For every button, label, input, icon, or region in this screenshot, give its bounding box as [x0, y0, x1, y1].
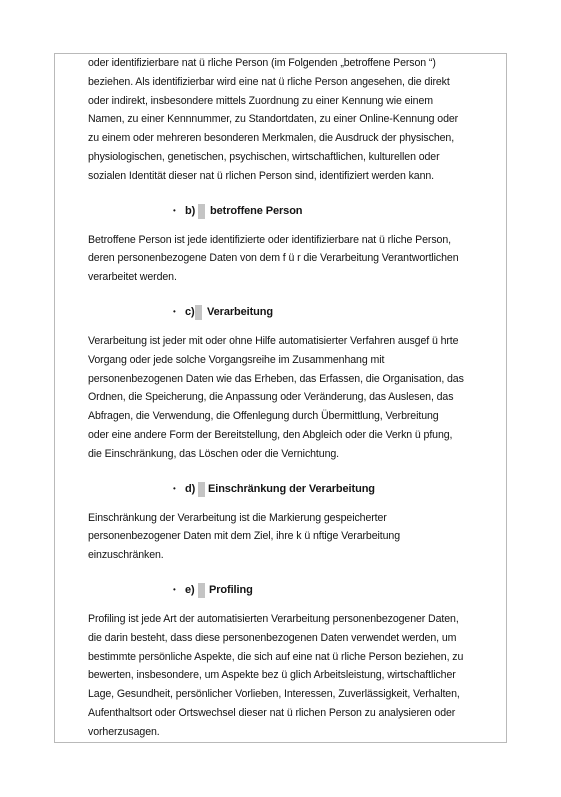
section-paragraph-d	[88, 509, 506, 565]
text-line: die Einschränkung, das Löschen oder die Vernichtung.	[88, 447, 339, 460]
text-line: oder indirekt, insbesondere mittels Zuordnung zu einer Kennung wie einem	[88, 94, 433, 107]
shading-mark	[198, 204, 205, 219]
text-line: Profiling ist jede Art der automatisierten Verarbeitung personenbezogener Daten,	[88, 612, 459, 625]
bullet-icon: •	[173, 584, 176, 594]
text-line: die darin besteht, dass diese personenbezogenen Daten verwendet werden, um	[88, 631, 457, 644]
text-line: Einschränkung der Verarbeitung ist die Markierung gespeicherter	[88, 511, 387, 524]
section-heading-e	[88, 581, 506, 599]
text-line: deren personenbezogene Daten von dem f ü r die Verarbeitung Verantwortlichen	[88, 252, 459, 265]
text-line: oder eine andere Form der Bereitstellung, den Abgleich oder die Verkn ü pfung,	[88, 428, 453, 441]
section-paragraph-b	[88, 231, 506, 287]
shading-mark	[198, 583, 205, 598]
text-line: Abfragen, die Verwendung, die Offenlegung durch Übermittlung, Verbreitung	[88, 410, 439, 423]
text-line: sozialen Identität dieser nat ü rlichen Person sind, identifiziert werden kann.	[88, 169, 435, 182]
section-letter: e)	[185, 583, 195, 596]
text-line: Ordnen, die Speicherung, die Anpassung oder Veränderung, das Auslesen, das	[88, 391, 454, 404]
text-line: Namen, zu einer Kennnummer, zu Standortdaten, zu einer Online-Kennung oder	[88, 113, 459, 126]
text-line: Lage, Gesundheit, persönlicher Vorlieben, Interessen, Zuverlässigkeit, Verhalten,	[88, 688, 460, 701]
text-line: Aufenthaltsort oder Ortswechsel dieser nat ü rlichen Person zu analysieren oder	[88, 706, 456, 719]
section-letter: b)	[185, 204, 196, 217]
section-letter: d)	[185, 482, 196, 495]
bullet-icon: •	[173, 306, 176, 316]
section-heading-b	[88, 202, 506, 220]
text-line: Verarbeitung ist jeder mit oder ohne Hilfe automatisierter Verfahren ausgef ü hrte	[88, 334, 459, 347]
section-title: Einschränkung der Verarbeitung	[208, 482, 375, 495]
bullet-icon: •	[173, 205, 176, 215]
section-heading-c	[88, 303, 506, 321]
text-line: bestimmte persönliche Aspekte, die sich auf eine nat ü rliche Person beziehen, zu	[88, 650, 464, 663]
text-line: oder identifizierbare nat ü rliche Person (im Folgenden „betroffene Person “)	[88, 57, 436, 69]
intro-paragraph	[88, 54, 506, 186]
text-line: personenbezogenen Daten wie das Erheben, das Erfassen, die Organisation, das	[88, 372, 464, 385]
text-line: einzuschränken.	[88, 549, 164, 562]
text-line: beziehen. Als identifizierbar wird eine nat ü rliche Person angesehen, die direkt	[88, 75, 450, 88]
shading-mark	[195, 305, 202, 320]
text-line: bewerten, insbesondere, um Aspekte bez ü glich Arbeitsleistung, wirtschaftlicher	[88, 669, 456, 682]
section-title: Profiling	[209, 583, 253, 596]
document-content	[88, 54, 506, 742]
text-line: verarbeitet werden.	[88, 271, 177, 284]
section-title: Verarbeitung	[207, 305, 274, 318]
section-heading-d	[88, 480, 506, 498]
text-line: vorherzusagen.	[88, 725, 160, 738]
section-letter: c)	[185, 305, 195, 318]
text-line: physiologischen, genetischen, psychischen, wirtschaftlichen, kulturellen oder	[88, 150, 440, 163]
bullet-icon: •	[173, 483, 176, 493]
text-line: personenbezogener Daten mit dem Ziel, ihre k ü nftige Verarbeitung	[88, 530, 400, 543]
text-line: Vorgang oder jede solche Vorgangsreihe im Zusammenhang mit	[88, 353, 385, 366]
shading-mark	[198, 482, 205, 497]
text-line: zu einem oder mehreren besonderen Merkmalen, die Ausdruck der physischen,	[88, 132, 455, 145]
text-line: Betroffene Person ist jede identifizierte oder identifizierbare nat ü rliche Person,	[88, 233, 451, 246]
section-title: betroffene Person	[210, 204, 303, 217]
section-paragraph-c	[88, 332, 506, 464]
section-paragraph-e	[88, 610, 506, 742]
